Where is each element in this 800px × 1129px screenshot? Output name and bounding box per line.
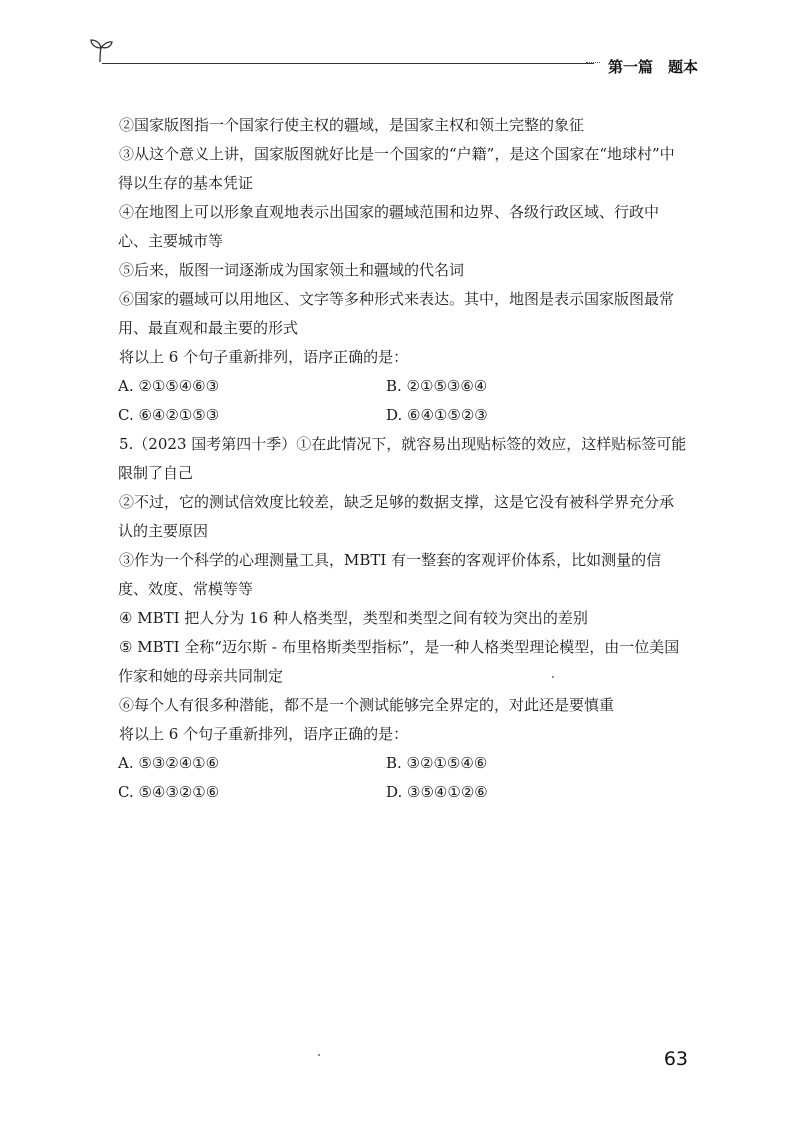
page-number: 63 — [663, 1048, 688, 1070]
q5-sentence-4: ④ MBTI 把人分为 16 种人格类型，类型和类型之间有较为突出的差别 — [119, 609, 588, 627]
q5-options-row-1 — [118, 749, 688, 778]
q5-option-b: B. ③②①⑤④⑥ — [386, 754, 488, 772]
q5-sentence-6: ⑥每个人有很多种潜能，都不是一个测试能够完全界定的，对此还是要慎重 — [119, 696, 615, 714]
q4-sentence-4: ④在地图上可以形象直观地表示出国家的疆域范围和边界、各级行政区域、行政中心、主要城市等 — [118, 203, 660, 250]
q5-option-d: D. ③⑤④①②⑥ — [386, 783, 488, 801]
q5-options-row-2 — [118, 778, 688, 807]
q4-sentence-2: ②国家版图指一个国家行使主权的疆域，是国家主权和领土完整的象征 — [119, 116, 585, 134]
q4-option-a: A. ②①⑤④⑥③ — [118, 377, 220, 395]
q4-option-b: B. ②①⑤③⑥④ — [386, 377, 488, 395]
q4-sentence-5: ⑤后来，版图一词逐渐成为国家领土和疆域的代名词 — [119, 261, 465, 279]
sprout-icon — [86, 34, 116, 64]
scan-speck — [318, 1054, 320, 1056]
q5-option-a: A. ⑤③②④①⑥ — [118, 754, 220, 772]
q4-options-row-1 — [118, 372, 688, 401]
header-dotted-rule — [586, 62, 600, 63]
q5-sentence-2: ②不过，它的测试信效度比较差，缺乏足够的数据支撑，这是它没有被科学界充分承认的主要原因 — [118, 493, 675, 540]
q4-option-c: C. ⑥④②①⑤③ — [118, 406, 220, 424]
section-title: 第一篇 题本 — [607, 58, 698, 76]
page-header — [86, 34, 698, 74]
header-rule — [102, 63, 594, 64]
page-content — [118, 111, 688, 807]
q4-sentence-3: ③从这个意义上讲，国家版图就好比是一个国家的“户籍”，是这个国家在“地球村”中得以生存的基本凭证 — [118, 145, 675, 192]
q4-prompt: 将以上 6 个句子重新排列，语序正确的是： — [119, 348, 409, 366]
q4-sentence-6: ⑥国家的疆域可以用地区、文字等多种形式来表达。其中，地图是表示国家版图最常用、最直观和最主要的形式 — [118, 290, 675, 337]
q5-sentence-1: 5.（2023 国考第四十季）①在此情况下，就容易出现贴标签的效应，这样贴标签可能限制了自己 — [118, 435, 687, 482]
q5-sentence-3: ③作为一个科学的心理测量工具，MBTI 有一整套的客观评价体系，比如测量的信度、效度、常模等等 — [118, 551, 662, 598]
q4-option-d: D. ⑥④①⑤②③ — [386, 406, 488, 424]
q5-prompt: 将以上 6 个句子重新排列，语序正确的是： — [119, 725, 409, 743]
q5-option-c: C. ⑤④③②①⑥ — [118, 783, 220, 801]
scan-speck — [552, 676, 554, 678]
q4-options-row-2 — [118, 401, 688, 430]
q5-sentence-5: ⑤ MBTI 全称“迈尔斯 - 布里格斯类型指标”，是一种人格类型理论模型，由一位美国作家和她的母亲共同制定 — [118, 638, 680, 685]
